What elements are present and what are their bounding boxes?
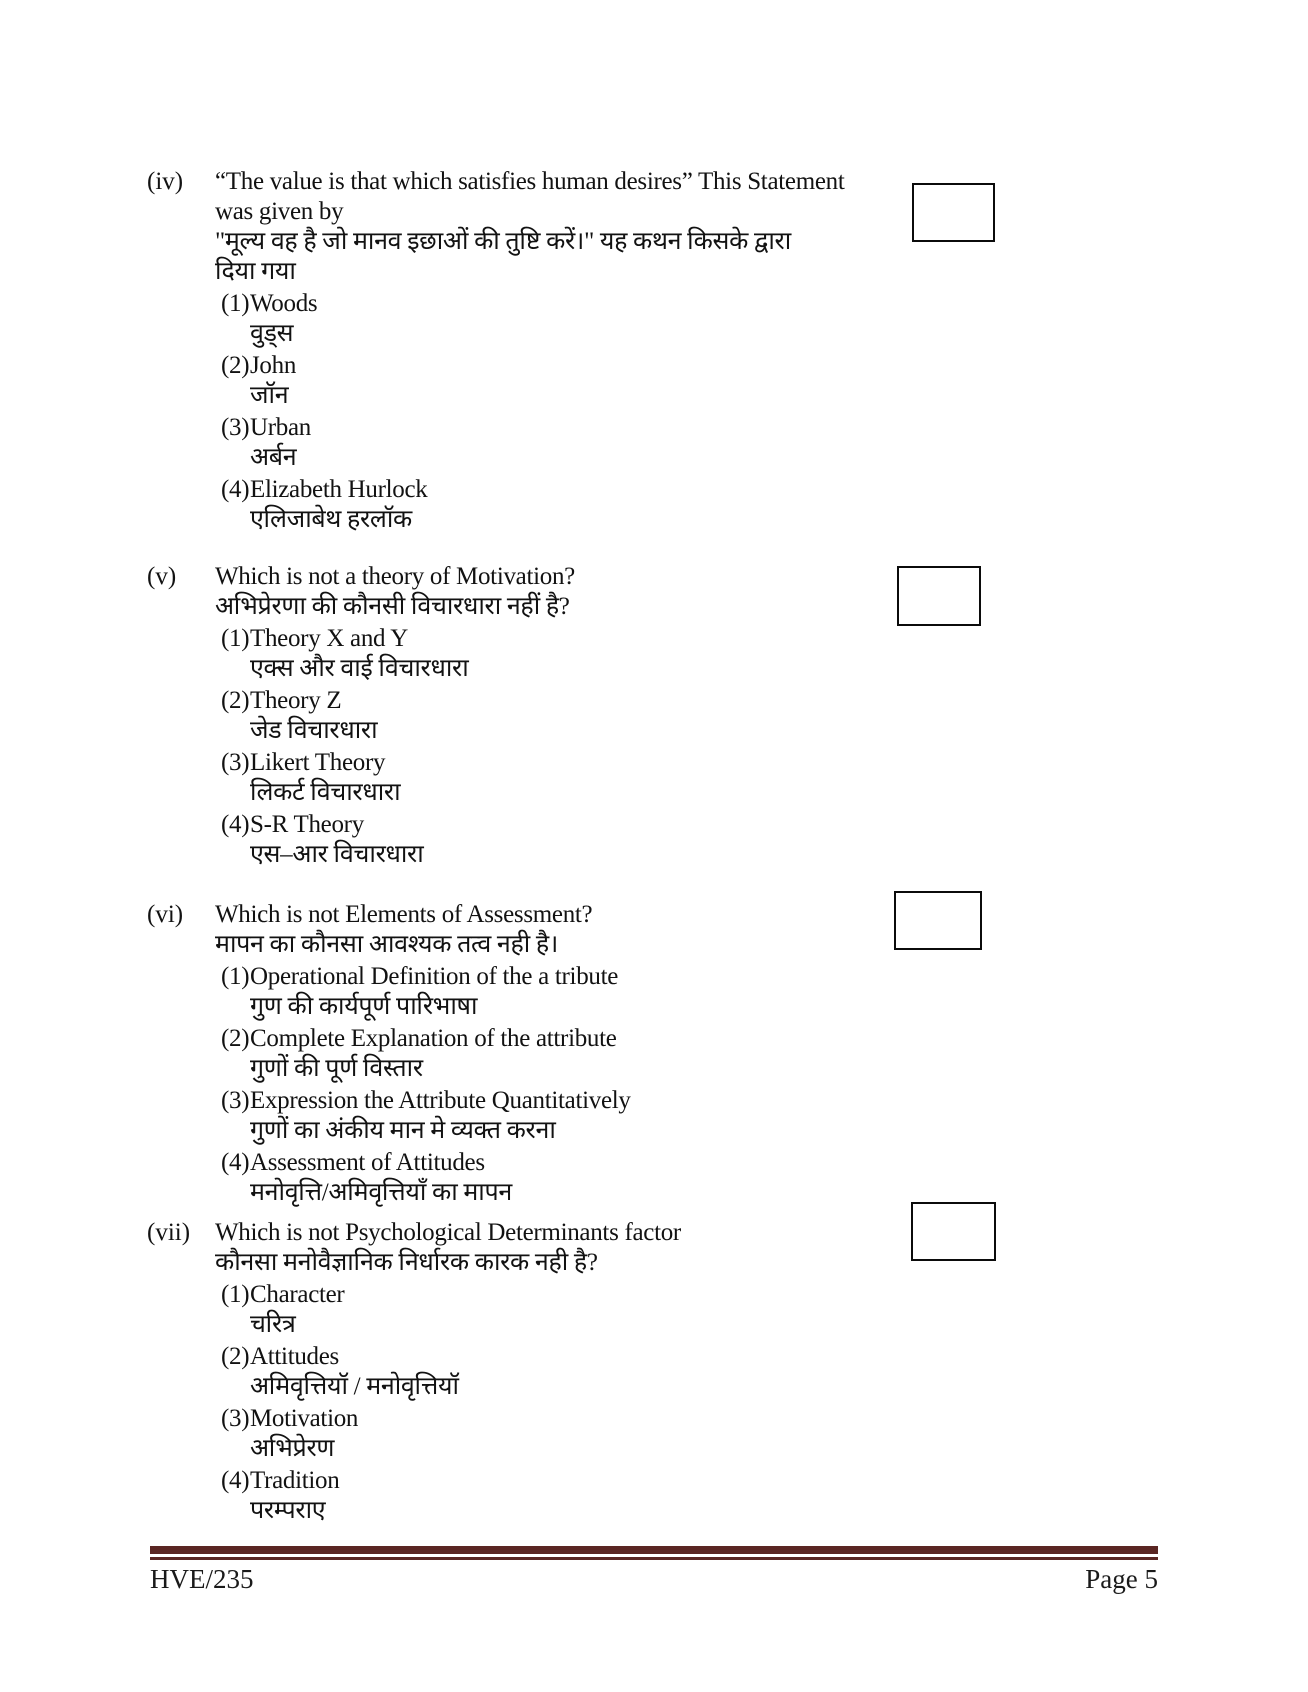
question-text-en: Which is not a theory of Motivation?	[215, 563, 575, 590]
option-text-hi: लिकर्ट विचारधारा	[250, 779, 401, 806]
option-text-hi: गुणों की पूर्ण विस्तार	[250, 1055, 423, 1082]
option-number: (3)	[221, 749, 250, 776]
options-list	[215, 289, 905, 535]
paper-code: HVE/235	[150, 1564, 254, 1594]
footer-rule-thick	[150, 1546, 1158, 1554]
option-text-en: Character	[250, 1281, 345, 1308]
option-text-en: Urban	[250, 414, 311, 441]
option-text-en: Expression the Attribute Quantitatively	[250, 1087, 631, 1114]
answer-box-vi	[894, 891, 982, 950]
option-text-hi: परम्पराए	[250, 1497, 326, 1524]
option-text-hi: अभिप्रेरण	[250, 1435, 335, 1462]
option-text-en: John	[250, 352, 297, 379]
option-text-hi: अर्बन	[250, 444, 297, 471]
option	[221, 1024, 905, 1084]
option-text-hi: जॉन	[250, 382, 289, 409]
option	[221, 413, 905, 473]
option-text-en: Theory Z	[250, 687, 342, 714]
option-number: (2)	[221, 1343, 250, 1370]
option	[221, 1280, 905, 1340]
option-number: (1)	[221, 625, 250, 652]
option	[221, 748, 905, 808]
option	[221, 351, 905, 411]
question-text-hi: मापन का कौनसा आवश्यक तत्व नही है।	[215, 931, 559, 958]
option	[221, 1148, 905, 1208]
option	[221, 686, 905, 746]
option-text-hi: गुण की कार्यपूर्ण पारिभाषा	[250, 993, 478, 1020]
options-list	[215, 624, 905, 870]
option-number: (2)	[221, 352, 250, 379]
options-list	[215, 962, 905, 1208]
option	[221, 962, 905, 1022]
option-text-en: Theory X and Y	[250, 625, 409, 652]
option	[221, 1342, 905, 1402]
question-text-hi: "मूल्य वह है जो मानव इछाओं की तुष्टि करें।" यह कथन किसके द्वारा	[215, 228, 791, 255]
option-text-hi: एलिजाबेथ हरलॉक	[250, 506, 412, 533]
option-number: (3)	[221, 1405, 250, 1432]
page-footer	[150, 1562, 1158, 1596]
question-text-hi: अभिप्रेरणा की कौनसी विचारधारा नहीं है?	[215, 593, 570, 620]
question-text-en: was given by	[215, 198, 344, 225]
answer-box-v	[897, 566, 981, 626]
option-number: (2)	[221, 1025, 250, 1052]
option-text-hi: वुड्स	[250, 320, 294, 347]
option-number: (2)	[221, 687, 250, 714]
answer-box-iv	[912, 183, 995, 242]
options-list	[215, 1280, 905, 1526]
option-text-en: S-R Theory	[250, 811, 364, 838]
option-text-en: Tradition	[250, 1467, 340, 1494]
option-number: (1)	[221, 963, 250, 990]
question-text-hi: दिया गया	[215, 258, 296, 285]
option-text-en: Likert Theory	[250, 749, 386, 776]
question-text-hi: कौनसा मनोवैज्ञानिक निर्धारक कारक नही है?	[215, 1249, 598, 1276]
option	[221, 624, 905, 684]
option-number: (1)	[221, 1281, 250, 1308]
page-number: Page 5	[1085, 1564, 1158, 1594]
option-text-hi: जेड विचारधारा	[250, 717, 378, 744]
option	[221, 1466, 905, 1526]
question-number: (vi)	[147, 901, 184, 928]
option-text-en: Woods	[250, 290, 318, 317]
question-number: (v)	[147, 563, 177, 590]
option	[221, 1086, 905, 1146]
option-text-hi: एक्स और वाई विचारधारा	[250, 655, 469, 682]
question-number: (iv)	[147, 168, 184, 195]
option-number: (1)	[221, 290, 250, 317]
option	[221, 289, 905, 349]
footer-rule	[150, 1546, 1158, 1560]
option-number: (4)	[221, 1467, 250, 1494]
question-number: (vii)	[147, 1219, 191, 1246]
option	[221, 475, 905, 535]
question-text-en: Which is not Psychological Determinants factor	[215, 1219, 681, 1246]
option-number: (4)	[221, 811, 250, 838]
option-text-en: Operational Definition of the a tribute	[250, 963, 619, 990]
option-text-hi: गुणों का अंकीय मान मे व्यक्त करना	[250, 1117, 556, 1144]
option-text-en: Motivation	[250, 1405, 359, 1432]
option-text-en: Elizabeth Hurlock	[250, 476, 428, 503]
option-text-hi: एस–आर विचारधारा	[250, 841, 424, 868]
option	[221, 1404, 905, 1464]
option-number: (4)	[221, 1149, 250, 1176]
option-text-en: Complete Explanation of the attribute	[250, 1025, 617, 1052]
answer-box-vii	[911, 1202, 996, 1261]
option-number: (3)	[221, 1087, 250, 1114]
option	[221, 810, 905, 870]
option-number: (4)	[221, 476, 250, 503]
option-text-en: Assessment of Attitudes	[250, 1149, 485, 1176]
question-text-en: Which is not Elements of Assessment?	[215, 901, 593, 928]
option-text-en: Attitudes	[250, 1343, 339, 1370]
question-text-en: “The value is that which satisfies human desires” This Statement	[215, 168, 845, 195]
option-text-hi: अमिवृत्तियॉ / मनोवृत्तियॉ	[250, 1373, 459, 1400]
option-number: (3)	[221, 414, 250, 441]
option-text-hi: मनोवृत्ति/अमिवृत्तियाँ का मापन	[250, 1179, 512, 1206]
footer-rule-thin	[150, 1557, 1158, 1560]
option-text-hi: चरित्र	[250, 1311, 296, 1338]
